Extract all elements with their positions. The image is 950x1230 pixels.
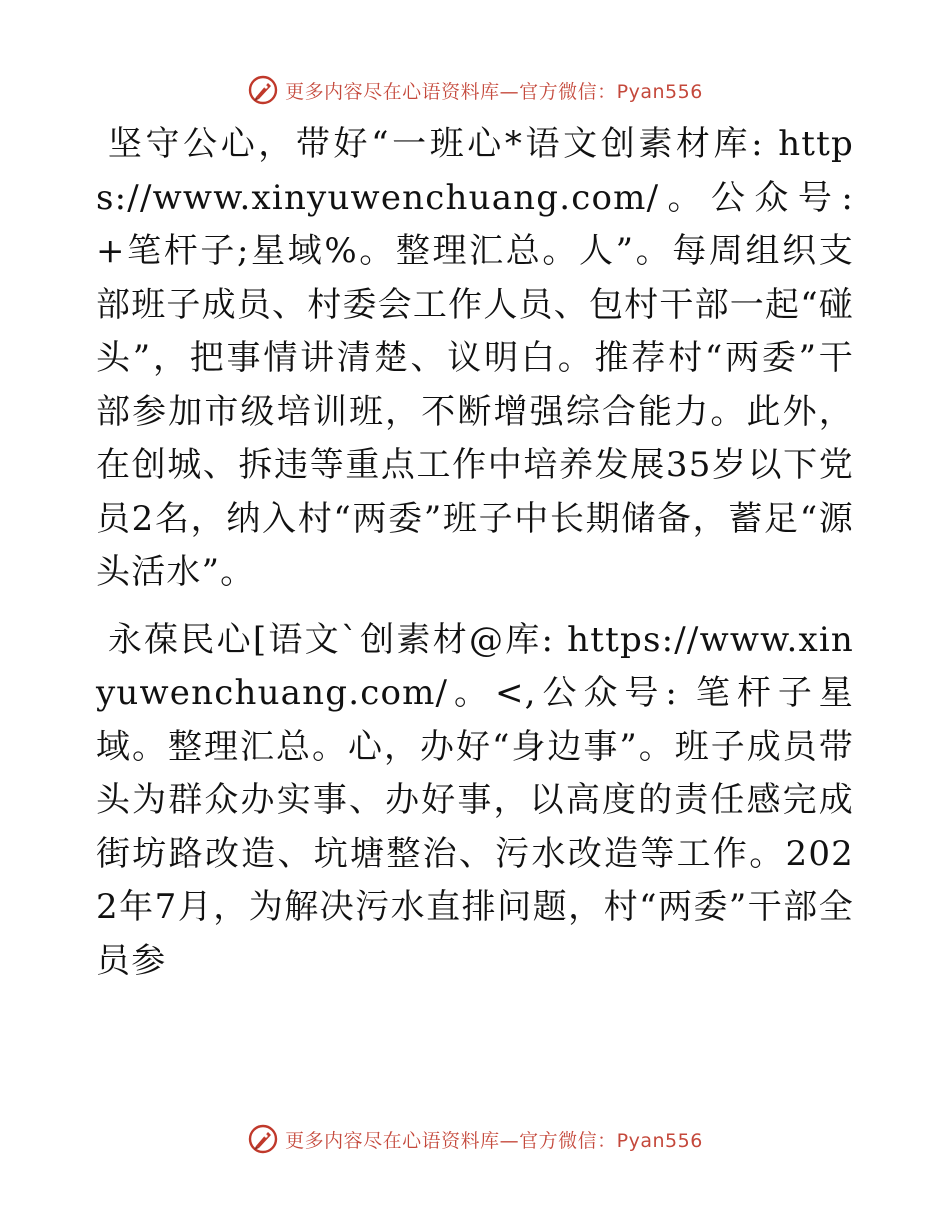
- watermark-text: 更多内容尽在心语资料库—官方微信：Pyan556: [285, 80, 703, 103]
- paragraph-1: 坚守公心，带好“一班心*语文创素材库: https://www.xinyuwenchuang.com/。公众号: +笔杆子;星域%。整理汇总。人”。每周组织支部班子成员、村委会工作人员、包村干部一起“碰头”，把事情讲清楚、议明白。推荐村“两委”干部参加市级培训班，不断增强综合能力。此外，在创城、拆违等重点工作中培养发展35岁以下党员2名，纳入村“两委”班子中长期储备，蓄足“源头活水”。: [96, 124, 854, 592]
- pen-logo-icon: [247, 1123, 279, 1155]
- header-watermark: [0, 68, 950, 112]
- paragraph-2: 永葆民心[语文`创素材@库: https://www.xinyuwenchuang.com/。<,公众号: 笔杆子星域。整理汇总。心，办好“身边事”。班子成员带头为群众办实事、办好事，以高度的责任感完成街坊路改造、坑塘整治、污水改造等工作。2022年7月，为解决污水直排问题，村“两委”干部全员参: [96, 619, 854, 981]
- document-body: [96, 118, 854, 988]
- footer-watermark: [0, 1117, 950, 1161]
- pen-logo-icon: [247, 74, 279, 106]
- watermark-text: 更多内容尽在心语资料库—官方微信：Pyan556: [285, 1129, 703, 1152]
